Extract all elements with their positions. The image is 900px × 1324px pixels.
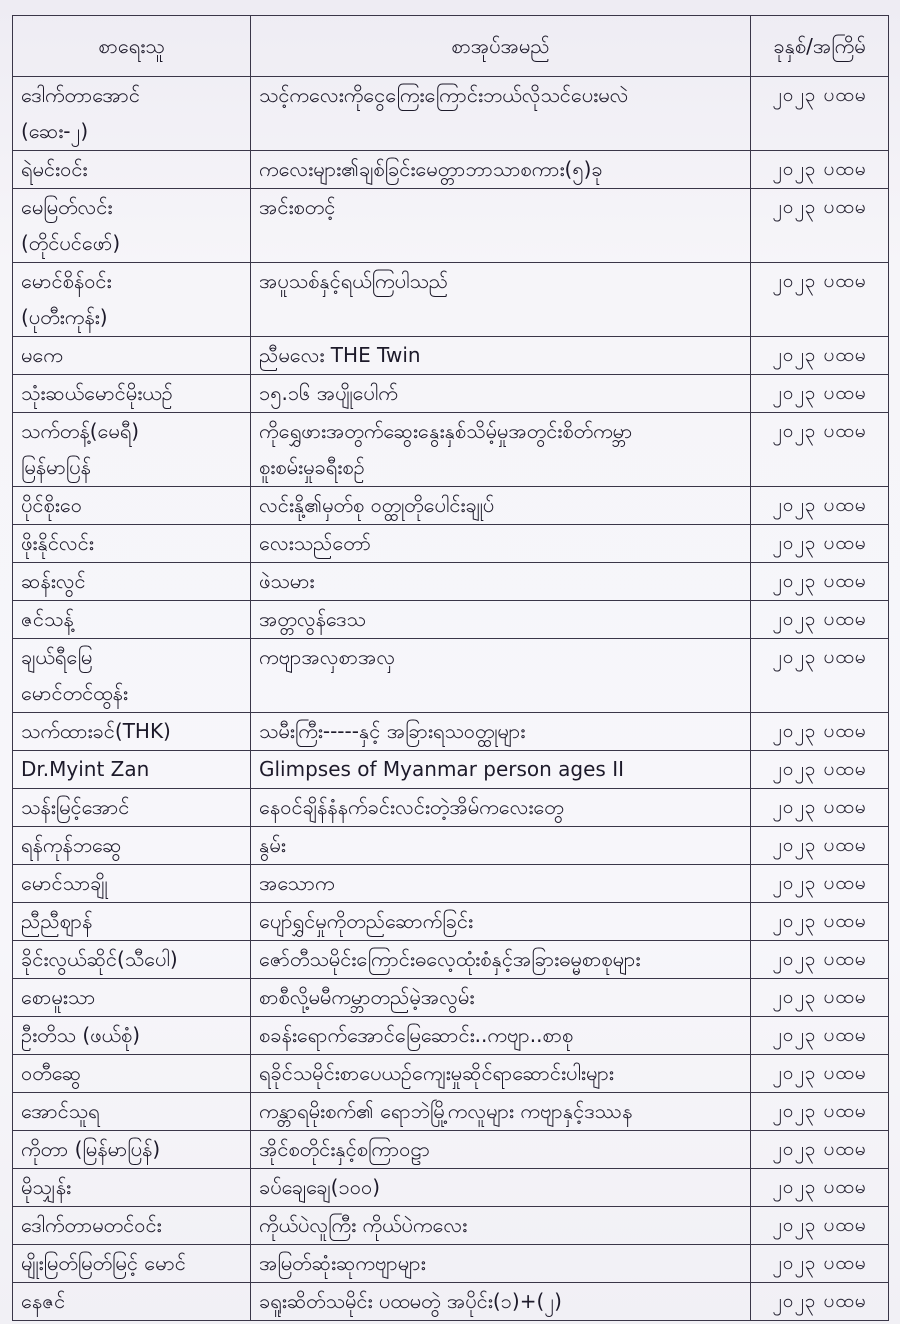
edition-cell: ၂၀၂၃ ပထမ bbox=[751, 1055, 889, 1093]
author-line: မောင်စိန်ဝင်း bbox=[21, 269, 112, 293]
edition-cell: ၂၀၂၃ ပထမ bbox=[751, 563, 889, 601]
author-cell bbox=[13, 941, 251, 979]
author-line: သက်တန့်(မေရီ) bbox=[21, 419, 140, 443]
author-cell bbox=[13, 865, 251, 903]
edition-cell: ၂၀၂၃ ပထမ bbox=[751, 487, 889, 525]
author-cell bbox=[13, 601, 251, 639]
author-cell bbox=[13, 1131, 251, 1169]
edition-cell: ၂၀၂၃ ပထမ bbox=[751, 1017, 889, 1055]
title-cell: ညီမလေး THE Twin bbox=[251, 337, 751, 375]
author-line: ညီညီဈာန် bbox=[21, 909, 93, 933]
title-cell: နွမ်း bbox=[251, 827, 751, 865]
edition-cell: ၂၀၂၃ ပထမ bbox=[751, 1169, 889, 1207]
table-row bbox=[13, 865, 889, 903]
author-cell bbox=[13, 1169, 251, 1207]
edition-cell: ၂၀၂၃ ပထမ bbox=[751, 789, 889, 827]
title-cell: အင်းစတင့် bbox=[251, 189, 751, 263]
title-cell: ကဗျာအလှစာအလှ bbox=[251, 639, 751, 713]
author-line: ဆန်းလွင် bbox=[21, 569, 86, 593]
author-line: ရန်ကုန်ဘဆွေ bbox=[21, 833, 122, 857]
title-cell: အပူသစ်နှင့်ရယ်ကြပါသည် bbox=[251, 263, 751, 337]
author-cell bbox=[13, 413, 251, 487]
table-row bbox=[13, 263, 889, 337]
edition-cell: ၂၀၂၃ ပထမ bbox=[751, 713, 889, 751]
title-cell: လင်းနို့၏မှတ်စု ဝတ္ထုတိုပေါင်းချုပ် bbox=[251, 487, 751, 525]
author-cell bbox=[13, 151, 251, 189]
edition-cell: ၂၀၂၃ ပထမ bbox=[751, 413, 889, 487]
author-cell bbox=[13, 1093, 251, 1131]
table-row bbox=[13, 1245, 889, 1283]
title-cell: ကလေးများ၏ချစ်ခြင်းမေတ္တာဘာသာစကား(၅)ခု bbox=[251, 151, 751, 189]
table-row bbox=[13, 413, 889, 487]
table-row bbox=[13, 487, 889, 525]
title-cell: ပျော်ရွှင်မှုကိုတည်ဆောက်ခြင်း bbox=[251, 903, 751, 941]
author-line: မကေ bbox=[21, 343, 63, 367]
title-cell: လေးသည်တော် bbox=[251, 525, 751, 563]
author-line: မောင်သာချို bbox=[21, 871, 108, 895]
title-cell: ရခိုင်သမိုင်းစာပေယဉ်ကျေးမှုဆိုင်ရာဆောင်းပါးများ bbox=[251, 1055, 751, 1093]
author-cell bbox=[13, 189, 251, 263]
header-author: စာရေးသူ bbox=[13, 16, 251, 77]
author-line: ဒေါက်တာမတင်ဝင်း bbox=[21, 1213, 162, 1237]
author-line: နေဇင် bbox=[21, 1289, 66, 1313]
edition-cell: ၂၀၂၃ ပထမ bbox=[751, 151, 889, 189]
title-cell bbox=[251, 413, 751, 487]
table-body bbox=[13, 77, 889, 1321]
book-list-table bbox=[12, 15, 889, 1321]
table-row bbox=[13, 639, 889, 713]
title-cell: အိုင်စတိုင်းနှင့်စကြာဝဠာ bbox=[251, 1131, 751, 1169]
author-line: Dr.Myint Zan bbox=[21, 757, 150, 781]
author-line: ရဲမင်းဝင်း bbox=[21, 157, 88, 181]
author-line: သုံးဆယ်မောင်မိုးယဉ် bbox=[21, 381, 173, 405]
author-line: ဇင်သန့် bbox=[21, 607, 74, 631]
table-row bbox=[13, 375, 889, 413]
edition-cell: ၂၀၂၃ ပထမ bbox=[751, 1245, 889, 1283]
edition-cell: ၂၀၂၃ ပထမ bbox=[751, 903, 889, 941]
author-line: ဝတီဆွေ bbox=[21, 1061, 82, 1085]
title-cell: အတ္တလွန်ဒေသ bbox=[251, 601, 751, 639]
title-cell: သမီးကြီး-----နှင့် အခြားရသဝတ္ထုများ bbox=[251, 713, 751, 751]
author-cell bbox=[13, 639, 251, 713]
author-cell bbox=[13, 1017, 251, 1055]
table-row bbox=[13, 979, 889, 1017]
table-row bbox=[13, 601, 889, 639]
table-row bbox=[13, 1283, 889, 1321]
author-line: ခိုင်းလွယ်ဆိုင်(သီပေါ) bbox=[21, 947, 178, 971]
author-line: မေမြတ်လင်း bbox=[21, 195, 113, 219]
author-line: (ပုတီးကုန်း) bbox=[21, 305, 108, 329]
author-cell bbox=[13, 713, 251, 751]
edition-cell: ၂၀၂၃ ပထမ bbox=[751, 337, 889, 375]
edition-cell: ၂၀၂၃ ပထမ bbox=[751, 865, 889, 903]
author-cell bbox=[13, 789, 251, 827]
author-cell bbox=[13, 525, 251, 563]
author-line: စောမူးသာ bbox=[21, 985, 96, 1009]
author-cell bbox=[13, 1245, 251, 1283]
table-row bbox=[13, 1017, 889, 1055]
edition-cell: ၂၀၂၃ ပထမ bbox=[751, 77, 889, 151]
author-cell bbox=[13, 751, 251, 789]
author-line: သန်းမြင့်အောင် bbox=[21, 795, 130, 819]
edition-cell: ၂၀၂၃ ပထမ bbox=[751, 189, 889, 263]
author-cell bbox=[13, 827, 251, 865]
author-cell bbox=[13, 1283, 251, 1321]
edition-cell: ၂၀၂၃ ပထမ bbox=[751, 827, 889, 865]
title-cell: ခပ်ချေချေ(၁၀၀) bbox=[251, 1169, 751, 1207]
title-cell: အမြတ်ဆုံးဆုကဗျာများ bbox=[251, 1245, 751, 1283]
table-row bbox=[13, 1093, 889, 1131]
edition-cell: ၂၀၂၃ ပထမ bbox=[751, 1207, 889, 1245]
title-cell: စခန်းရောက်အောင်မြေဆောင်း..ကဗျာ..စာစု bbox=[251, 1017, 751, 1055]
table-row bbox=[13, 1131, 889, 1169]
table-header-row bbox=[13, 16, 889, 77]
edition-cell: ၂၀၂၃ ပထမ bbox=[751, 639, 889, 713]
title-cell: ဇော်တီသမိုင်းကြောင်းဓလေ့ထုံးစံနှင့်အခြားဓမ္မစာစုများ bbox=[251, 941, 751, 979]
author-line: ပိုင်စိုးဝေ bbox=[21, 493, 82, 517]
author-cell bbox=[13, 375, 251, 413]
table-row bbox=[13, 337, 889, 375]
table-row bbox=[13, 525, 889, 563]
table-row bbox=[13, 941, 889, 979]
table-row bbox=[13, 789, 889, 827]
author-line: အောင်သူရ bbox=[21, 1099, 100, 1123]
title-cell: ကန္တာရမိုးစက်၏ ရောဘဲမြို့ကလူများ ကဗျာနှင့်ဒဿန bbox=[251, 1093, 751, 1131]
title-cell: နေဝင်ချိန်နံနက်ခင်းလင်းတဲ့အိမ်ကလေးတွေ bbox=[251, 789, 751, 827]
table-row bbox=[13, 189, 889, 263]
author-line: (ဆေး-၂) bbox=[21, 119, 89, 143]
edition-cell: ၂၀၂၃ ပထမ bbox=[751, 751, 889, 789]
author-line: ဒေါက်တာအောင် bbox=[21, 83, 140, 107]
table-row bbox=[13, 1207, 889, 1245]
table-row bbox=[13, 1055, 889, 1093]
author-line: ချယ်ရီမြေ bbox=[21, 645, 93, 669]
author-line: ဖိုးနိုင်လင်း bbox=[21, 531, 94, 555]
author-line: မြန်မာပြန် bbox=[21, 455, 91, 479]
table-row bbox=[13, 1169, 889, 1207]
edition-cell: ၂၀၂၃ ပထမ bbox=[751, 941, 889, 979]
edition-cell: ၂၀၂၃ ပထမ bbox=[751, 1093, 889, 1131]
table-row bbox=[13, 563, 889, 601]
author-cell bbox=[13, 487, 251, 525]
author-cell bbox=[13, 1055, 251, 1093]
table-row bbox=[13, 151, 889, 189]
title-cell: သင့်ကလေးကိုငွေကြေးကြောင်းဘယ်လိုသင်ပေးမလဲ bbox=[251, 77, 751, 151]
title-cell: ၁၅.၁၆ အပျိုပေါက် bbox=[251, 375, 751, 413]
author-line: သက်ထားခင်(THK) bbox=[21, 719, 171, 743]
author-line: မိုသျှန်း bbox=[21, 1175, 72, 1199]
author-line: ဦးတိသ (ဖယ်စုံ) bbox=[21, 1023, 141, 1047]
author-line: မျိုးမြတ်မြတ်မြင့် မောင် bbox=[21, 1251, 186, 1275]
title-line: ကိုရွှေဖားအတွက်ဆွေးနွေးနှစ်သိမ့်မှုအတွင်းစိတ်ကမ္ဘာ bbox=[259, 419, 633, 443]
header-title: စာအုပ်အမည် bbox=[251, 16, 751, 77]
author-line: မောင်တင်ထွန်း bbox=[21, 681, 128, 705]
header-edition: ခုနှစ်/အကြိမ် bbox=[751, 16, 889, 77]
table-row bbox=[13, 77, 889, 151]
title-cell: ခရူးဆိတ်သမိုင်း ပထမတွဲ အပိုင်း(၁)+(၂) bbox=[251, 1283, 751, 1321]
edition-cell: ၂၀၂၃ ပထမ bbox=[751, 1283, 889, 1321]
table-row bbox=[13, 751, 889, 789]
author-cell bbox=[13, 979, 251, 1017]
edition-cell: ၂၀၂၃ ပထမ bbox=[751, 601, 889, 639]
table-row bbox=[13, 713, 889, 751]
edition-cell: ၂၀၂၃ ပထမ bbox=[751, 375, 889, 413]
edition-cell: ၂၀၂၃ ပထမ bbox=[751, 1131, 889, 1169]
edition-cell: ၂၀၂၃ ပထမ bbox=[751, 525, 889, 563]
title-cell: အသောက bbox=[251, 865, 751, 903]
author-line: ကိုတာ (မြန်မာပြန်) bbox=[21, 1137, 161, 1161]
title-cell: Glimpses of Myanmar person ages II bbox=[251, 751, 751, 789]
title-cell: စာစီလို့မမီကမ္ဘာတည်မဲ့အလွမ်း bbox=[251, 979, 751, 1017]
table-row bbox=[13, 903, 889, 941]
title-line: စူးစမ်းမှုခရီးစဉ် bbox=[259, 455, 365, 479]
title-cell: ဖဲသမား bbox=[251, 563, 751, 601]
edition-cell: ၂၀၂၃ ပထမ bbox=[751, 979, 889, 1017]
author-cell bbox=[13, 337, 251, 375]
title-cell: ကိုယ်ပဲလူကြီး ကိုယ်ပဲကလေး bbox=[251, 1207, 751, 1245]
edition-cell: ၂၀၂၃ ပထမ bbox=[751, 263, 889, 337]
author-cell bbox=[13, 77, 251, 151]
author-cell bbox=[13, 263, 251, 337]
author-cell bbox=[13, 1207, 251, 1245]
author-cell bbox=[13, 563, 251, 601]
author-cell bbox=[13, 903, 251, 941]
author-line: (တိုင်ပင်ဖော်) bbox=[21, 231, 121, 255]
table-row bbox=[13, 827, 889, 865]
